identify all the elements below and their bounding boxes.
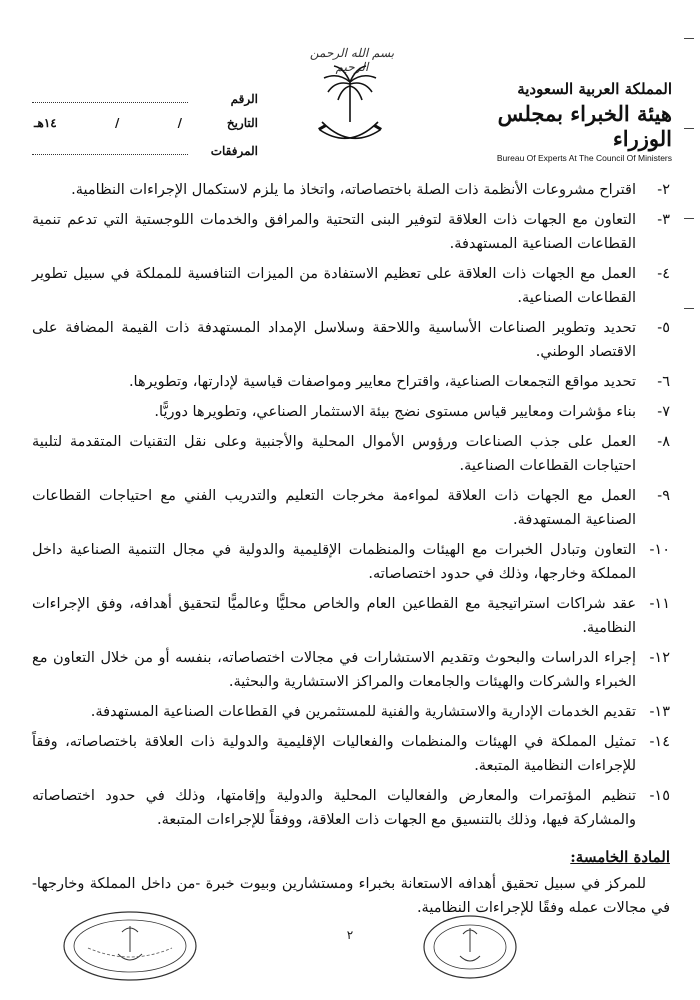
- ref-field: [28, 90, 258, 116]
- item-number: ١١-: [649, 596, 670, 612]
- item-text: تحديد وتطوير الصناعات الأساسية واللاحقة وسلاسل الإمداد المستهدفة ذات القيمة المضافة على الاقتصاد الوطني.: [32, 320, 636, 360]
- basmala: بسم الله الرحمن الرحيم: [309, 46, 395, 74]
- date-label: التاريخ: [226, 116, 258, 130]
- list-item: [32, 208, 670, 256]
- item-number: ٢-: [657, 182, 670, 198]
- list-item: [32, 400, 670, 424]
- page-number: ٢: [346, 928, 354, 942]
- list-item: [32, 646, 670, 694]
- list-item: [32, 538, 670, 586]
- item-text: بناء مؤشرات ومعايير قياس مستوى نضج بيئة الاستثمار الصناعي، وتطويرها دوريًّا.: [154, 404, 636, 420]
- bureau-name-en: Bureau Of Experts At The Council Of Ministers: [496, 153, 672, 164]
- item-text: تحديد مواقع التجمعات الصناعية، واقتراح معايير ومواصفات قياسية لإدارتها، وتطويرها.: [128, 374, 636, 390]
- item-text: عقد شراكات استراتيجية مع القطاعين العام والخاص محليًّا وعالميًّا لتحقيق أهدافه، وفق الإجراءات النظامية.: [32, 596, 636, 636]
- article-five-body: للمركز في سبيل تحقيق أهدافه الاستعانة بخبراء ومستشارين وبيوت خبرة -من داخل المملكة وخارجها- في مجالات عمله وفقًا للإجراءات النظامية.: [32, 876, 670, 916]
- item-number: ٥-: [657, 320, 670, 336]
- list-item: [32, 430, 670, 478]
- item-text: العمل مع الجهات ذات العلاقة على تعظيم الاستفادة من الميزات التنافسية للمملكة في سبيل تطوير القطاعات الصناعية.: [32, 266, 636, 306]
- list-item: [32, 592, 670, 640]
- ref-line: [32, 90, 188, 103]
- list-item: [32, 370, 670, 394]
- attachments-field: [28, 142, 258, 168]
- list-item: [32, 484, 670, 532]
- item-number: ١٥-: [649, 788, 670, 804]
- item-number: ٧-: [657, 404, 670, 420]
- palm-swords-emblem-icon: [310, 60, 390, 155]
- edge-mark: [684, 128, 694, 129]
- official-seal-icon: [60, 908, 200, 984]
- item-number: ٨-: [657, 434, 670, 450]
- edge-mark: [684, 218, 694, 219]
- item-number: ١٣-: [649, 704, 670, 720]
- item-number: ٩-: [657, 488, 670, 504]
- kingdom-name: المملكة العربية السعودية: [517, 80, 672, 98]
- list-item: [32, 784, 670, 832]
- item-number: ٣-: [657, 212, 670, 228]
- bureau-name-ar: هيئة الخبراء بمجلس الوزراء: [497, 101, 672, 152]
- list-item: [32, 316, 670, 364]
- item-text: تنظيم المؤتمرات والمعارض والفعاليات المحلية والدولية وإقامتها، وذلك في حدود اختصاصاته والمشاركة فيها، وذلك بالتنسيق مع الجهات ذات العلاقة، ووفقاً للإجراءات المتبعة.: [32, 788, 636, 828]
- date-year: ١٤هـ: [34, 116, 57, 130]
- item-number: ٦-: [657, 374, 670, 390]
- edge-mark: [684, 308, 694, 309]
- list-item: [32, 262, 670, 310]
- item-number: ١٤-: [649, 734, 670, 750]
- date-field: [28, 116, 258, 142]
- official-seal-icon: [420, 912, 520, 982]
- letterhead-org: [472, 80, 672, 163]
- item-number: ٤-: [657, 266, 670, 282]
- item-text: العمل على جذب الصناعات ورؤوس الأموال المحلية والأجنبية وعلى نقل التقنيات المتقدمة لتلبية احتياجات القطاعات الصناعية.: [32, 434, 636, 474]
- list-item: [32, 730, 670, 778]
- item-text: إجراء الدراسات والبحوث وتقديم الاستشارات في مجالات اختصاصاته، بنفسه أو من خلال التعاون مع الخبراء والشركات والهيئات والجامعات والمراكز الاستشارية والبحثية.: [32, 650, 636, 690]
- item-number: ١٢-: [649, 650, 670, 666]
- item-text: العمل مع الجهات ذات العلاقة لمواءمة مخرجات التعليم والتدريب الفني مع احتياجات القطاعات الصناعية المستهدفة.: [32, 488, 636, 528]
- item-text: التعاون مع الجهات ذات العلاقة لتوفير البنى التحتية والمرافق والخدمات اللوجستية التي تدعم تنمية القطاعات الصناعية المستهدفة.: [32, 212, 636, 252]
- item-number: ١٠-: [649, 542, 670, 558]
- article-five-title: المادة الخامسة:: [570, 848, 670, 866]
- list-item: [32, 178, 670, 202]
- attachments-label: المرفقات: [210, 144, 258, 158]
- date-sep: /: [177, 116, 182, 130]
- date-sep: /: [114, 116, 120, 130]
- article-items-list: [32, 178, 670, 838]
- item-text: تمثيل المملكة في الهيئات والمنظمات والفعاليات الإقليمية والدولية ذات العلاقة باختصاصاته، وفقاً للإجراءات النظامية المتبعة.: [32, 734, 636, 774]
- edge-mark: [684, 38, 694, 39]
- item-text: التعاون وتبادل الخبرات مع الهيئات والمنظمات الإقليمية والدولية في مجال التنمية الصناعية داخل المملكة وخارجها، وذلك في حدود اختصاصاته.: [32, 542, 636, 582]
- item-text: اقتراح مشروعات الأنظمة ذات الصلة باختصاصاته، واتخاذ ما يلزم لاستكمال الإجراءات النظامية.: [71, 182, 636, 198]
- ref-label: الرقم: [230, 92, 258, 106]
- attachments-line: [32, 142, 188, 155]
- item-text: تقديم الخدمات الإدارية والاستشارية والفنية للمستثمرين في القطاعات الصناعية المستهدفة.: [90, 704, 636, 720]
- date-value: [28, 116, 188, 130]
- list-item: [32, 700, 670, 724]
- letterhead-fields: [28, 90, 258, 168]
